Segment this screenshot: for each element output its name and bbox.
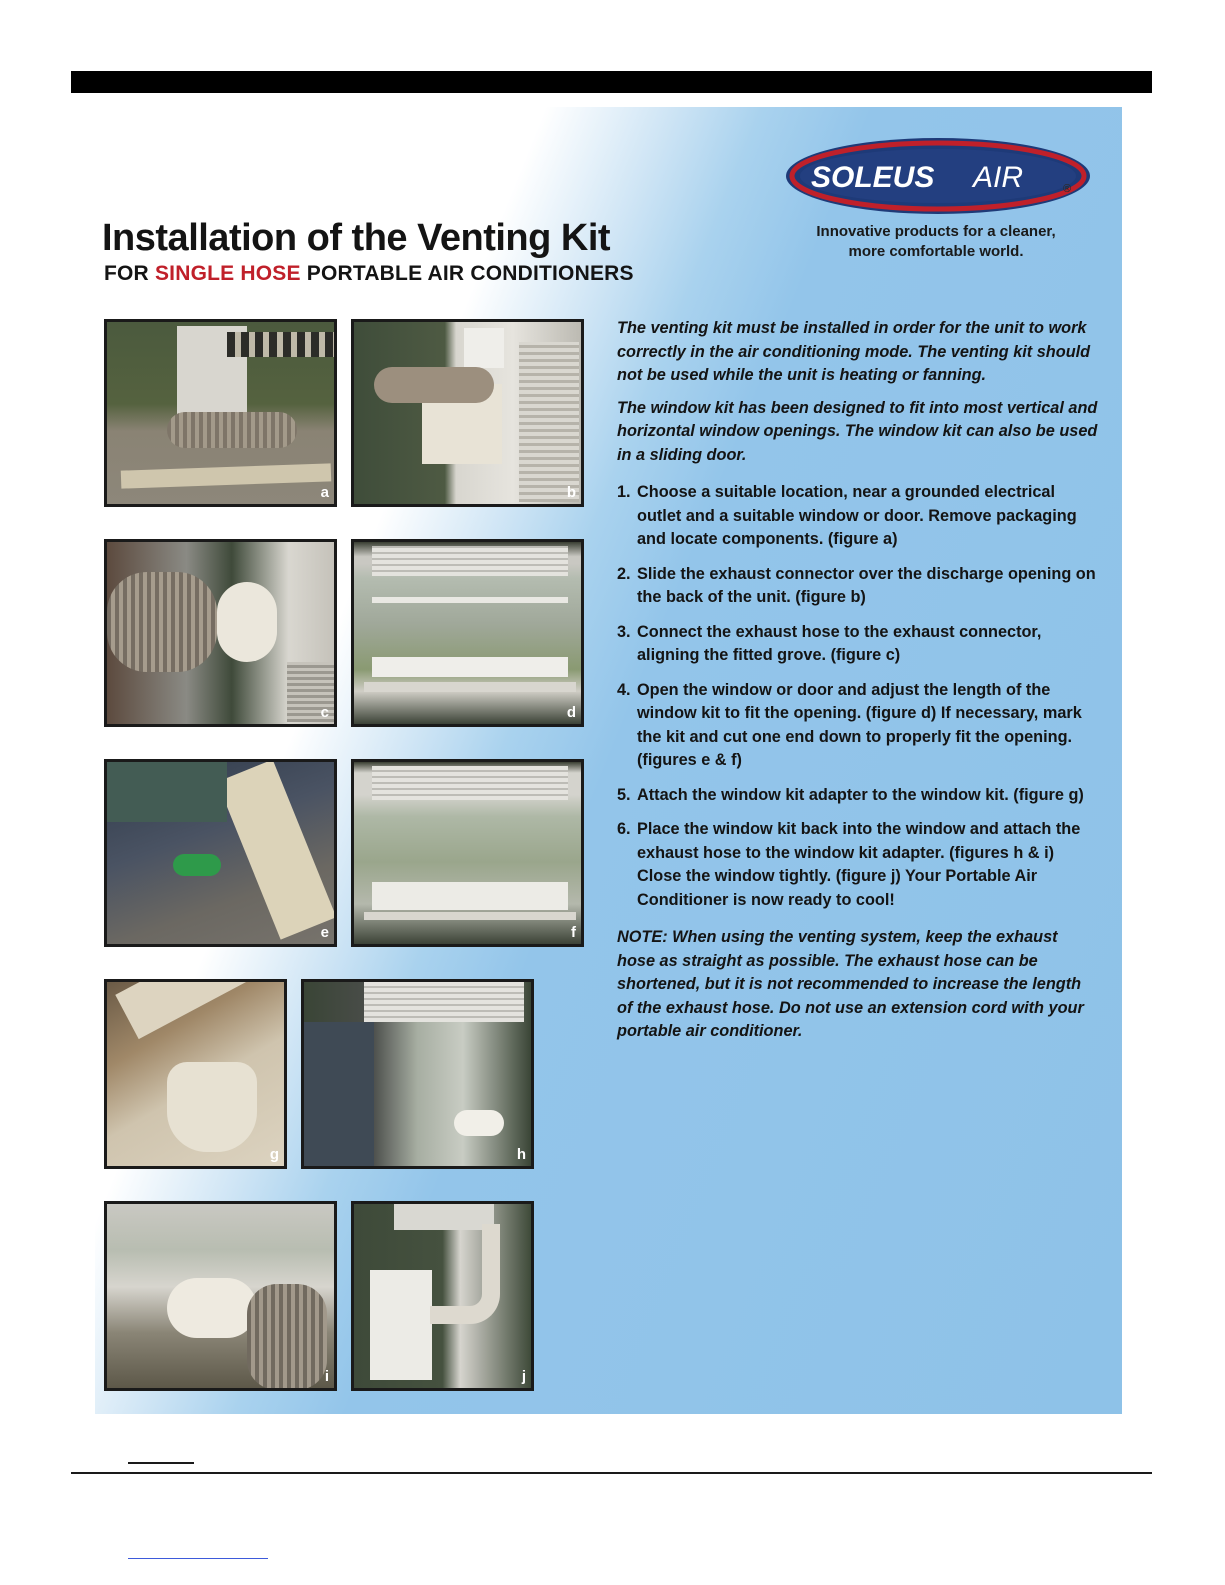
cutting-kit-photo-icon xyxy=(217,760,336,940)
intro-paragraph-1: The venting kit must be installed in order for the unit to work correctly in the air conditioning mode. The venting kit should not be used while the unit is heating or fanning. xyxy=(617,319,1091,384)
subtitle-suffix: PORTABLE AIR CONDITIONERS xyxy=(300,262,634,285)
window-sill-shape xyxy=(364,912,576,920)
figure-g-label: g xyxy=(269,1146,279,1163)
fitted-kit-panel-shape xyxy=(372,882,568,910)
page-subtitle xyxy=(104,262,634,286)
step-number: 2. xyxy=(617,564,631,583)
kit-adapter-photo-icon xyxy=(115,979,287,1039)
hose-shape xyxy=(247,1284,327,1390)
adapter-shape xyxy=(167,1062,257,1152)
figure-c-photo xyxy=(104,539,337,727)
instructions-column xyxy=(617,317,1099,1044)
figure-g-photo xyxy=(104,979,287,1169)
step-text: Place the window kit back into the window and attach the exhaust hose to the window kit adapter. (figures h & i) Close the window tightly. (figure j) Your Portable Air Conditioner is now ready to cool! xyxy=(637,820,1081,909)
hose-to-adapter-photo-icon xyxy=(167,1278,257,1338)
figure-a-label: a xyxy=(320,484,329,501)
tagline xyxy=(790,222,1082,262)
step-number: 3. xyxy=(617,622,631,641)
window-kit-fitted-photo-icon xyxy=(372,766,568,800)
scissors-shape xyxy=(173,854,221,876)
step-text: Connect the exhaust hose to the exhaust connector, aligning the fitted grove. (figure c) xyxy=(637,622,1042,664)
figure-c-label: c xyxy=(320,704,329,721)
step-text: Choose a suitable location, near a grounded electrical outlet and a suitable window or door. Remove packaging and locate components. (figure a) xyxy=(637,483,1077,548)
footer-rule xyxy=(71,1472,1152,1474)
unit-grille-shape xyxy=(287,662,337,722)
note-paragraph: NOTE: When using the venting system, keep the exhaust hose as straight as possible. The exhaust hose can be shortened, but it is not recommended to increase the length of the exhaust hose. Do not use an extension cord with your portable air conditioner. xyxy=(617,928,1084,1040)
figure-b-photo xyxy=(351,319,584,507)
step-number: 4. xyxy=(617,680,631,699)
figure-e-photo xyxy=(104,759,337,947)
step-number: 6. xyxy=(617,820,631,838)
window-sill-shape xyxy=(364,682,576,692)
soleusair-logo xyxy=(783,135,1093,217)
step-item xyxy=(617,679,1099,773)
vent-grille-shape xyxy=(519,342,579,502)
window-slider-shape xyxy=(121,463,332,488)
step-text: Slide the exhaust connector over the discharge opening on the back of the unit. (figure b) xyxy=(637,564,1096,606)
exhaust-hose-shape xyxy=(430,1224,500,1324)
figure-b-label: b xyxy=(566,484,576,501)
tagline-line-2: more comfortable world. xyxy=(848,243,1024,260)
figure-h-photo xyxy=(301,979,534,1169)
subtitle-highlight: SINGLE HOSE xyxy=(154,262,301,285)
figure-e-label: e xyxy=(320,924,329,941)
figure-j-label: j xyxy=(521,1368,526,1385)
step-text: Open the window or door and adjust the length of the window kit to fit the opening. (figure d) If necessary, mark the kit and cut one end down to properly fit the opening. (figures e & f) xyxy=(637,680,1082,769)
wall-shape xyxy=(107,762,227,822)
adapter-on-sill-shape xyxy=(454,1110,504,1136)
tagline-line-1: Innovative products for a cleaner, xyxy=(816,223,1056,240)
connector-attach-photo-icon xyxy=(464,328,504,368)
step-text: Attach the window kit adapter to the window kit. (figure g) xyxy=(637,785,1084,804)
page-title: Installation of the Venting Kit xyxy=(102,217,611,259)
top-header-bar xyxy=(71,71,1152,93)
step-item xyxy=(617,621,1099,668)
window-placement-photo-icon xyxy=(364,982,524,1022)
connector-ring-shape xyxy=(217,582,277,662)
step-item xyxy=(617,563,1099,610)
hose-shape xyxy=(167,412,297,448)
arm-shape xyxy=(374,367,494,403)
figure-i-photo xyxy=(104,1201,337,1391)
ready-to-cool-photo-icon xyxy=(370,1270,432,1380)
figure-a-photo xyxy=(104,319,337,507)
window-kit-photo-icon xyxy=(372,546,568,576)
figure-f-photo xyxy=(351,759,584,947)
person-shape xyxy=(304,1022,374,1169)
step-number: 1. xyxy=(617,483,631,501)
subtitle-prefix: FOR xyxy=(104,262,155,285)
registered-mark: ® xyxy=(1063,183,1072,195)
figure-j-photo xyxy=(351,1201,534,1391)
step-item xyxy=(617,818,1099,912)
step-item xyxy=(617,481,1099,552)
intro-paragraph-2: The window kit has been designed to fit into most vertical and horizontal window openings. The window kit can also be used in a sliding door. xyxy=(617,398,1098,464)
footer-tick xyxy=(128,1462,194,1464)
figure-i-label: i xyxy=(324,1368,329,1385)
logo-text-light: AIR xyxy=(973,161,1024,194)
figure-f-label: f xyxy=(571,924,576,941)
figure-d-photo xyxy=(351,539,584,727)
step-number: 5. xyxy=(617,785,631,804)
step-item xyxy=(617,784,1099,808)
steps-list xyxy=(617,481,1099,912)
chair-shape xyxy=(227,332,337,357)
figure-d-label: d xyxy=(566,704,576,721)
figure-h-label: h xyxy=(516,1146,526,1163)
footer-link-underline xyxy=(128,1558,268,1559)
window-sash-shape xyxy=(372,597,568,603)
hose-connect-photo-icon xyxy=(107,572,217,672)
logo-text-bold: SOLEUS xyxy=(811,161,935,194)
window-kit-panel-shape xyxy=(372,657,568,677)
